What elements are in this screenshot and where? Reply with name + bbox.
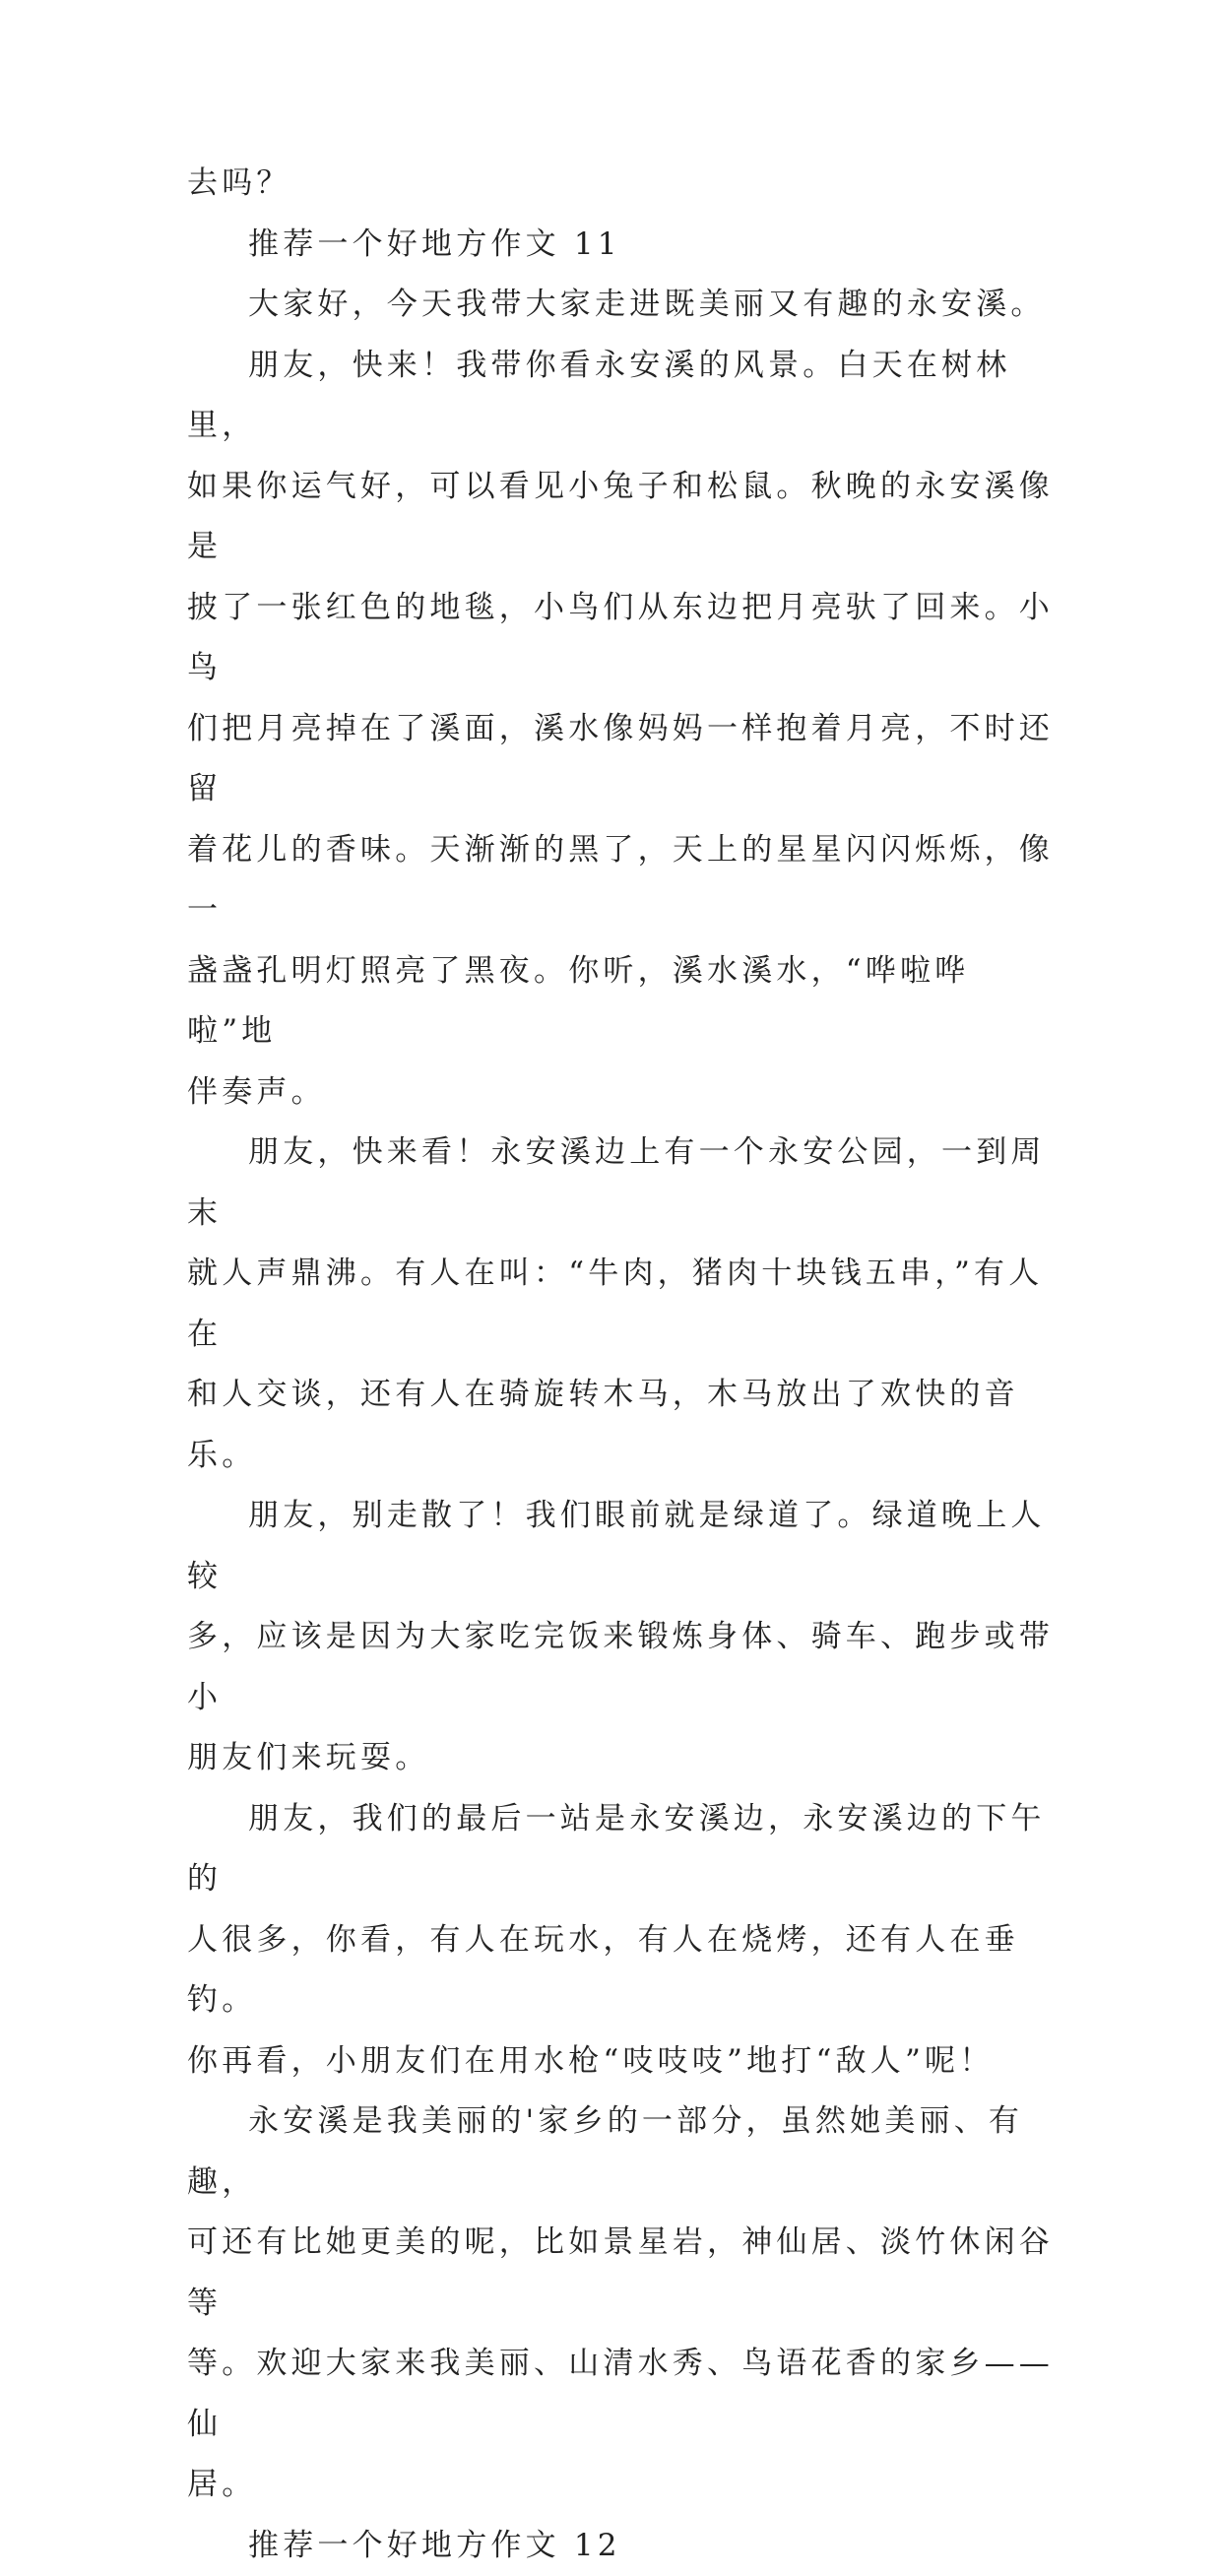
text-line: 朋友，快来看！永安溪边上有一个永安公园，一到周末: [187, 1123, 1054, 1244]
text-line: 人很多，你看，有人在玩水，有人在烧烤，还有人在垂钓。: [187, 1910, 1054, 2031]
text-line: 你再看，小朋友们在用水枪“吱吱吱”地打“敌人”呢！: [187, 2031, 1054, 2093]
text-line: 伴奏声。: [187, 1063, 1054, 1124]
text-line: 居。: [187, 2455, 1054, 2516]
text-line: 如果你运气好，可以看见小兔子和松鼠。秋晚的永安溪像是: [187, 457, 1054, 578]
text-line: 可还有比她更美的呢，比如景星岩，神仙居、淡竹休闲谷等: [187, 2213, 1054, 2334]
essay-heading: 推荐一个好地方作文 12: [187, 2516, 1054, 2576]
text-line: 们把月亮掉在了溪面，溪水像妈妈一样抱着月亮，不时还留: [187, 699, 1054, 820]
text-line: 披了一张红色的地毯，小鸟们从东边把月亮驮了回来。小鸟: [187, 578, 1054, 699]
text-line: 去吗？: [187, 154, 1054, 215]
text-line: 朋友，别走散了！我们眼前就是绿道了。绿道晚上人较: [187, 1486, 1054, 1607]
text-line: 等。欢迎大家来我美丽、山清水秀、鸟语花香的家乡——仙: [187, 2334, 1054, 2455]
text-line: 朋友，快来！我带你看永安溪的风景。白天在树林里，: [187, 336, 1054, 457]
document-body: [187, 154, 1054, 2576]
text-line: 朋友，我们的最后一站是永安溪边，永安溪边的下午的: [187, 1789, 1054, 1910]
text-line: 就人声鼎沸。有人在叫：“牛肉，猪肉十块钱五串，”有人在: [187, 1244, 1054, 1365]
essay-heading: 推荐一个好地方作文 11: [187, 215, 1054, 276]
text-line: 永安溪是我美丽的'家乡的一部分，虽然她美丽、有趣，: [187, 2092, 1054, 2213]
text-line: 朋友们来玩耍。: [187, 1728, 1054, 1789]
text-line: 大家好，今天我带大家走进既美丽又有趣的永安溪。: [187, 275, 1054, 336]
text-line: 多，应该是因为大家吃完饭来锻炼身体、骑车、跑步或带小: [187, 1607, 1054, 1728]
text-line: 和人交谈，还有人在骑旋转木马，木马放出了欢快的音乐。: [187, 1365, 1054, 1486]
text-line: 盏盏孔明灯照亮了黑夜。你听，溪水溪水，“哗啦哗啦”地: [187, 941, 1054, 1063]
text-line: 着花儿的香味。天渐渐的黑了，天上的星星闪闪烁烁，像一: [187, 820, 1054, 941]
